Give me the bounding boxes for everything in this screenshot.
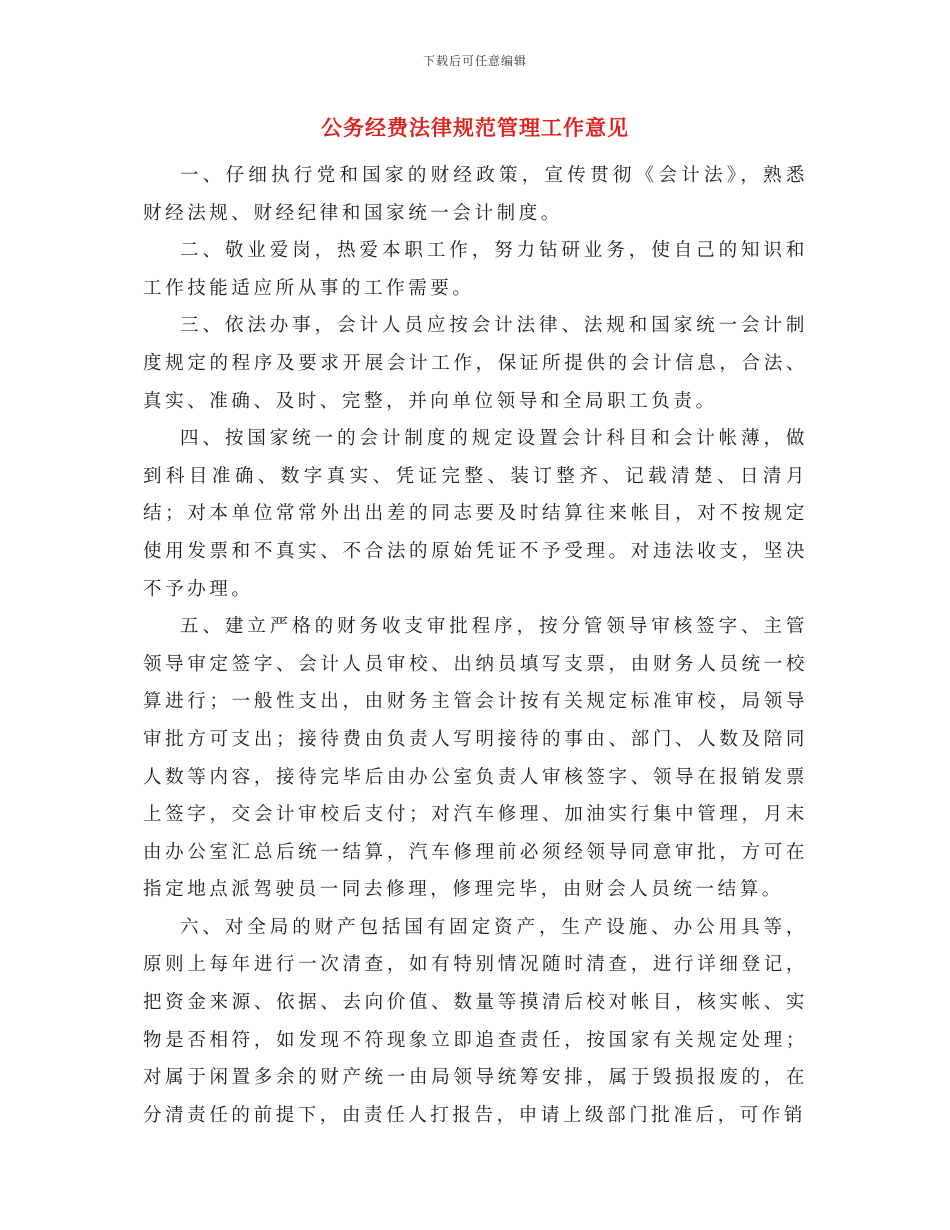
document-title: 公务经费法律规范管理工作意见	[321, 115, 629, 140]
paragraph-4: 四、按国家统一的会计制度的规定设置会计科目和会计帐薄，做到科目准确、数字真实、凭证完整、装订整齐、记载清楚、日清月结；对本单位常常外出出差的同志要及时结算往来帐目，对不按规定使用发票和不真实、不合法的原始凭证不予受理。对违法收支，坚决不予办理。	[143, 428, 808, 600]
page-header-note: 下载后可任意编辑	[422, 54, 527, 68]
paragraph-3: 三、依法办事，会计人员应按会计法律、法规和国家统一会计制度规定的程序及要求开展会计工作，保证所提供的会计信息，合法、真实、准确、及时、完整，并向单位领导和全局职工负责。	[143, 315, 808, 412]
paragraph-6: 六、对全局的财产包括国有固定资产，生产设施、办公用具等，原则上每年进行一次清查，如有特别情况随时清查，进行详细登记，把资金来源、依据、去向价值、数量等摸清后校对帐目，核实帐、实物是否相符，如发现不符现象立即追查责任，按国家有关规定处理；对属于闲置多余的财产统一由局领导统筹安排，属于毁损报废的，在分清责任的前提下，由责任人打报告，申请上级部门批准后，可作销	[143, 916, 808, 1126]
document-body	[143, 157, 808, 1134]
paragraph-5: 五、建立严格的财务收支审批程序，按分管领导审核签字、主管领导审定签字、会计人员审校、出纳员填写支票，由财务人员统一校算进行；一般性支出，由财务主管会计按有关规定标准审校，局领导审批方可支出；接待费由负责人写明接待的事由、部门、人数及陪同人数等内容，接待完毕后由办公室负责人审核签字、领导在报销发票上签字，交会计审校后支付；对汽车修理、加油实行集中管理，月末由办公室汇总后统一结算，汽车修理前必须经领导同意审批，方可在指定地点派驾驶员一同去修理，修理完毕，由财会人员统一结算。	[143, 616, 808, 901]
paragraph-1: 一、仔细执行党和国家的财经政策，宣传贯彻《会计法》，熟悉财经法规、财经纪律和国家统一会计制度。	[143, 165, 808, 224]
paragraph-2: 二、敬业爱岗，热爱本职工作，努力钻研业务，使自己的知识和工作技能适应所从事的工作需要。	[143, 240, 808, 299]
